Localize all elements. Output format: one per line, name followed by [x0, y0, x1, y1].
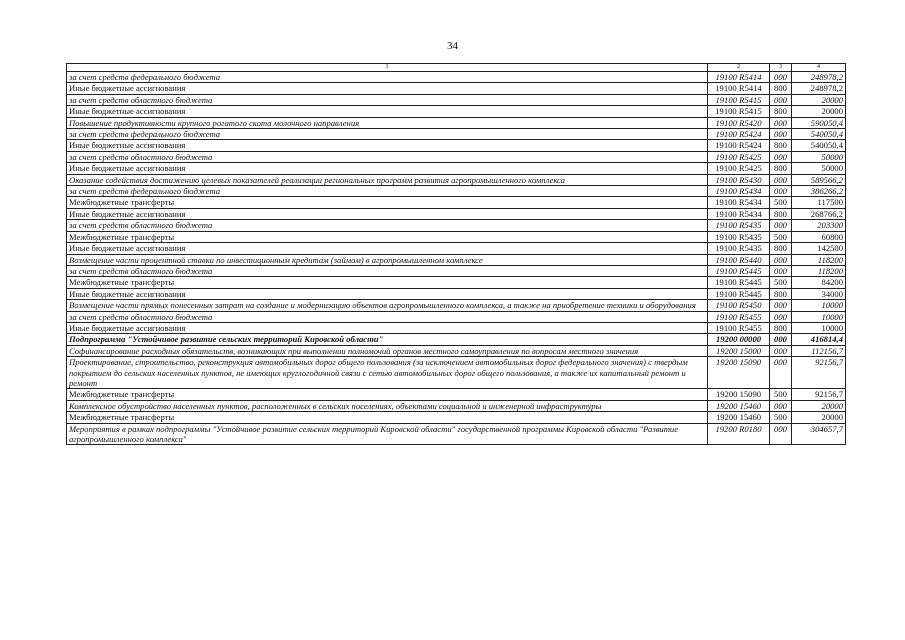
row-expense-type: 000	[770, 345, 792, 356]
table-row	[67, 106, 846, 117]
row-amount: 142500	[792, 243, 846, 254]
row-expense-type: 000	[770, 357, 792, 389]
row-amount: 10000	[792, 311, 846, 322]
row-amount: 20000	[792, 106, 846, 117]
row-amount: 540050,4	[792, 129, 846, 140]
row-code: 19100 R5445	[708, 288, 770, 299]
row-name: за счет средств областного бюджета	[67, 220, 708, 231]
table-row	[67, 322, 846, 333]
row-name: Иные бюджетные ассигнования	[67, 163, 708, 174]
row-expense-type: 000	[770, 151, 792, 162]
row-expense-type: 800	[770, 208, 792, 219]
budget-table	[66, 63, 846, 445]
row-expense-type: 500	[770, 197, 792, 208]
row-code: 19100 R5435	[708, 220, 770, 231]
row-code: 19100 R5420	[708, 117, 770, 128]
row-code: 19100 R5435	[708, 243, 770, 254]
table-row	[67, 231, 846, 242]
row-code: 19100 R5434	[708, 186, 770, 197]
row-name: Иные бюджетные ассигнования	[67, 288, 708, 299]
row-code: 19100 R5424	[708, 129, 770, 140]
row-amount: 203300	[792, 220, 846, 231]
row-amount: 248978,2	[792, 83, 846, 94]
header-col-4: 4	[792, 64, 846, 72]
table-row	[67, 220, 846, 231]
row-name: Иные бюджетные ассигнования	[67, 140, 708, 151]
row-amount: 84200	[792, 277, 846, 288]
row-amount: 34000	[792, 288, 846, 299]
row-code: 19100 R5415	[708, 106, 770, 117]
row-expense-type: 800	[770, 140, 792, 151]
row-expense-type: 000	[770, 400, 792, 411]
row-expense-type: 000	[770, 423, 792, 445]
table-row	[67, 300, 846, 311]
row-amount: 20000	[792, 94, 846, 105]
row-name: Мероприятия в рамках подпрограммы "Устойчивое развитие сельских территорий Кировской области" государственной программы Кировской области "Развитие агропромышленного комплекса"	[67, 423, 708, 445]
row-expense-type: 000	[770, 311, 792, 322]
table-row	[67, 288, 846, 299]
table-row	[67, 163, 846, 174]
row-expense-type: 800	[770, 288, 792, 299]
table-row	[67, 140, 846, 151]
row-amount: 589566,2	[792, 174, 846, 185]
table-row	[67, 174, 846, 185]
row-code: 19100 R5445	[708, 265, 770, 276]
row-name: Межбюджетные трансферты	[67, 231, 708, 242]
row-code: 19200 15090	[708, 357, 770, 389]
row-name: Возмещение части прямых понесенных затрат на создание и модернизацию объектов агропромышленного комплекса, а также на приобретение техники и оборудования	[67, 300, 708, 311]
row-amount: 117500	[792, 197, 846, 208]
table-row	[67, 243, 846, 254]
row-expense-type: 800	[770, 163, 792, 174]
row-name: за счет средств федерального бюджета	[67, 129, 708, 140]
row-code: 19200 00000	[708, 334, 770, 345]
row-expense-type: 500	[770, 277, 792, 288]
row-amount: 10000	[792, 300, 846, 311]
table-row	[67, 197, 846, 208]
table-row	[67, 412, 846, 423]
row-amount: 416814,4	[792, 334, 846, 345]
row-code: 19100 R5425	[708, 151, 770, 162]
row-code: 19200 15460	[708, 400, 770, 411]
row-code: 19100 R5440	[708, 254, 770, 265]
row-code: 19100 R5445	[708, 277, 770, 288]
row-code: 19100 R5435	[708, 231, 770, 242]
row-code: 19100 R5425	[708, 163, 770, 174]
row-expense-type: 000	[770, 174, 792, 185]
row-name: Иные бюджетные ассигнования	[67, 243, 708, 254]
row-name: Софинансирование расходных обязательств, возникающих при выполнении полномочий органов местного самоуправления по вопросам местного значения	[67, 345, 708, 356]
row-code: 19100 R5414	[708, 72, 770, 83]
table-row	[67, 400, 846, 411]
row-amount: 540050,4	[792, 140, 846, 151]
row-name: за счет средств областного бюджета	[67, 94, 708, 105]
row-code: 19200 15000	[708, 345, 770, 356]
row-name: за счет средств областного бюджета	[67, 311, 708, 322]
row-code: 19200 R0180	[708, 423, 770, 445]
row-name: Оказание содействия достижению целевых показателей реализации региональных программ развития агропромышленного комплекса	[67, 174, 708, 185]
row-name: за счет средств областного бюджета	[67, 151, 708, 162]
row-name: за счет средств федерального бюджета	[67, 186, 708, 197]
row-name: за счет средств областного бюджета	[67, 265, 708, 276]
row-expense-type: 500	[770, 389, 792, 400]
table-row	[67, 129, 846, 140]
page-number: 34	[447, 40, 458, 52]
row-name: Комплексное обустройство населенных пунктов, расположенных в сельских поселениях, объектами социальной и инженерной инфраструктуры	[67, 400, 708, 411]
row-amount: 10000	[792, 322, 846, 333]
row-amount: 50000	[792, 163, 846, 174]
row-amount: 20000	[792, 412, 846, 423]
row-expense-type: 000	[770, 94, 792, 105]
row-name: Межбюджетные трансферты	[67, 389, 708, 400]
row-expense-type: 500	[770, 412, 792, 423]
table-row	[67, 345, 846, 356]
row-name: за счет средств федерального бюджета	[67, 72, 708, 83]
table-row	[67, 72, 846, 83]
row-amount: 248978,2	[792, 72, 846, 83]
row-name: Межбюджетные трансферты	[67, 277, 708, 288]
row-amount: 304657,7	[792, 423, 846, 445]
row-name: Иные бюджетные ассигнования	[67, 322, 708, 333]
row-code: 19100 R5434	[708, 208, 770, 219]
row-expense-type: 000	[770, 254, 792, 265]
row-expense-type: 000	[770, 186, 792, 197]
row-amount: 92156,7	[792, 357, 846, 389]
row-name: Проектирование, строительство, реконструкция автомобильных дорог общего пользования (за исключением автомобильных дорог федерального значения) с твердым покрытием до сельских населенных пунктов, не имеющих круглогодичной связи с сетью автомобильных дорог общего пользования, а также их капитальный ремонт и ремонт	[67, 357, 708, 389]
row-code: 19100 R5455	[708, 322, 770, 333]
row-name: Межбюджетные трансферты	[67, 412, 708, 423]
row-amount: 50000	[792, 151, 846, 162]
row-amount: 60800	[792, 231, 846, 242]
table-row	[67, 423, 846, 445]
row-expense-type: 000	[770, 265, 792, 276]
row-code: 19200 15090	[708, 389, 770, 400]
row-name: Межбюджетные трансферты	[67, 197, 708, 208]
row-amount: 590050,4	[792, 117, 846, 128]
row-amount: 386266,2	[792, 186, 846, 197]
table-row	[67, 83, 846, 94]
header-col-2: 2	[708, 64, 770, 72]
row-code: 19100 R5450	[708, 300, 770, 311]
row-expense-type: 800	[770, 83, 792, 94]
row-expense-type: 000	[770, 300, 792, 311]
table-row	[67, 117, 846, 128]
row-code: 19100 R5430	[708, 174, 770, 185]
table-row	[67, 311, 846, 322]
row-amount: 20000	[792, 400, 846, 411]
header-col-3: 3	[770, 64, 792, 72]
row-code: 19100 R5415	[708, 94, 770, 105]
row-amount: 118200	[792, 254, 846, 265]
table-header-row	[67, 64, 846, 72]
table-row	[67, 334, 846, 345]
row-amount: 268766,2	[792, 208, 846, 219]
row-name: Иные бюджетные ассигнования	[67, 83, 708, 94]
row-expense-type: 800	[770, 106, 792, 117]
row-expense-type: 000	[770, 129, 792, 140]
row-expense-type: 500	[770, 231, 792, 242]
row-code: 19100 R5434	[708, 197, 770, 208]
table-row	[67, 254, 846, 265]
table-row	[67, 186, 846, 197]
row-name: Иные бюджетные ассигнования	[67, 106, 708, 117]
row-expense-type: 800	[770, 322, 792, 333]
row-code: 19100 R5414	[708, 83, 770, 94]
table-row	[67, 277, 846, 288]
row-expense-type: 000	[770, 72, 792, 83]
table-row	[67, 94, 846, 105]
row-expense-type: 800	[770, 243, 792, 254]
row-amount: 112156,7	[792, 345, 846, 356]
header-col-1: 1	[67, 64, 708, 72]
table-row	[67, 265, 846, 276]
row-code: 19200 15460	[708, 412, 770, 423]
row-name: Иные бюджетные ассигнования	[67, 208, 708, 219]
row-amount: 92156,7	[792, 389, 846, 400]
row-code: 19100 R5424	[708, 140, 770, 151]
row-expense-type: 000	[770, 117, 792, 128]
row-expense-type: 000	[770, 334, 792, 345]
row-name: Повышение продуктивности крупного рогатого скота молочного направления	[67, 117, 708, 128]
table-row	[67, 151, 846, 162]
row-name: Подпрограмма "Устойчивое развитие сельских территорий Кировской области"	[67, 334, 708, 345]
table-row	[67, 357, 846, 389]
row-name: Возмещение части процентной ставки по инвестиционным кредитам (займам) в агропромышленном комплексе	[67, 254, 708, 265]
row-code: 19100 R5455	[708, 311, 770, 322]
table-row	[67, 389, 846, 400]
row-amount: 118200	[792, 265, 846, 276]
row-expense-type: 000	[770, 220, 792, 231]
table-row	[67, 208, 846, 219]
